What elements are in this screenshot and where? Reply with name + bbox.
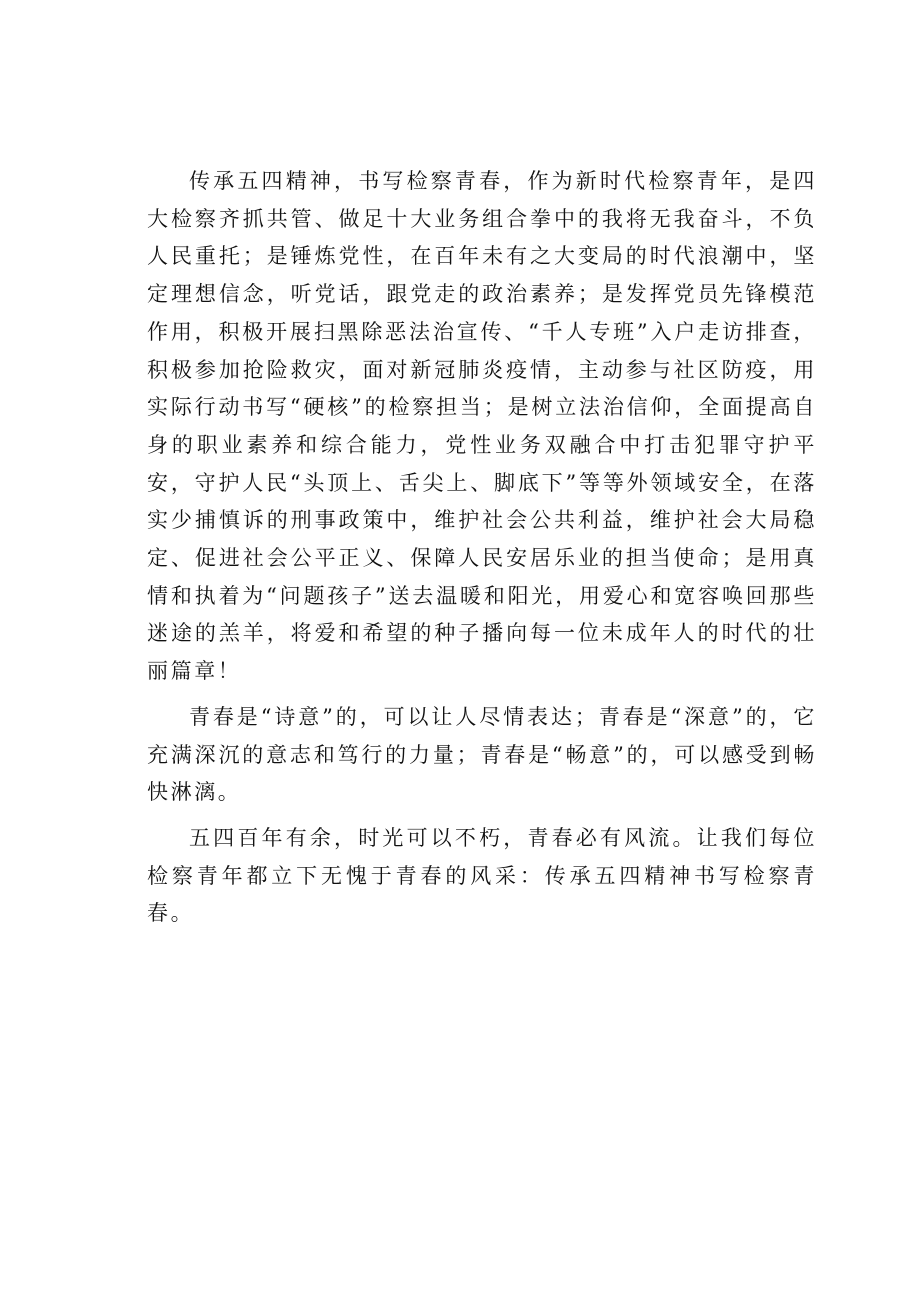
document-body <box>147 163 817 941</box>
paragraph-3: 五四百年有余，时光可以不朽，青春必有风流。让我们每位检察青年都立下无愧于青春的风采：传承五四精神书写检察青春。 <box>147 825 817 926</box>
paragraph-1: 传承五四精神，书写检察青春，作为新时代检察青年，是四大检察齐抓共管、做足十大业务组合拳中的我将无我奋斗，不负人民重托；是锤炼党性，在百年未有之大变局的时代浪潮中，坚定理想信念，听党话，跟党走的政治素养；是发挥党员先锋模范作用，积极开展扫黑除恶法治宣传、“千人专班”入户走访排查，积极参加抢险救灾，面对新冠肺炎疫情，主动参与社区防疫，用实际行动书写“硬核”的检察担当；是树立法治信仰，全面提高自身的职业素养和综合能力，党性业务双融合中打击犯罪守护平安，守护人民“头顶上、舌尖上、脚底下”等等外领域安全，在落实少捕慎诉的刑事政策中，维护社会公共利益，维护社会大局稳定、促进社会公平正义、保障人民安居乐业的担当使命；是用真情和执着为“问题孩子”送去温暖和阳光，用爱心和宽容唤回那些迷途的羔羊，将爱和希望的种子播向每一位未成年人的时代的壮丽篇章！ <box>147 169 817 684</box>
paragraph-2: 青春是“诗意”的，可以让人尽情表达；青春是“深意”的，它充满深沉的意志和笃行的力量；青春是“畅意”的，可以感受到畅快淋漓。 <box>147 704 817 805</box>
